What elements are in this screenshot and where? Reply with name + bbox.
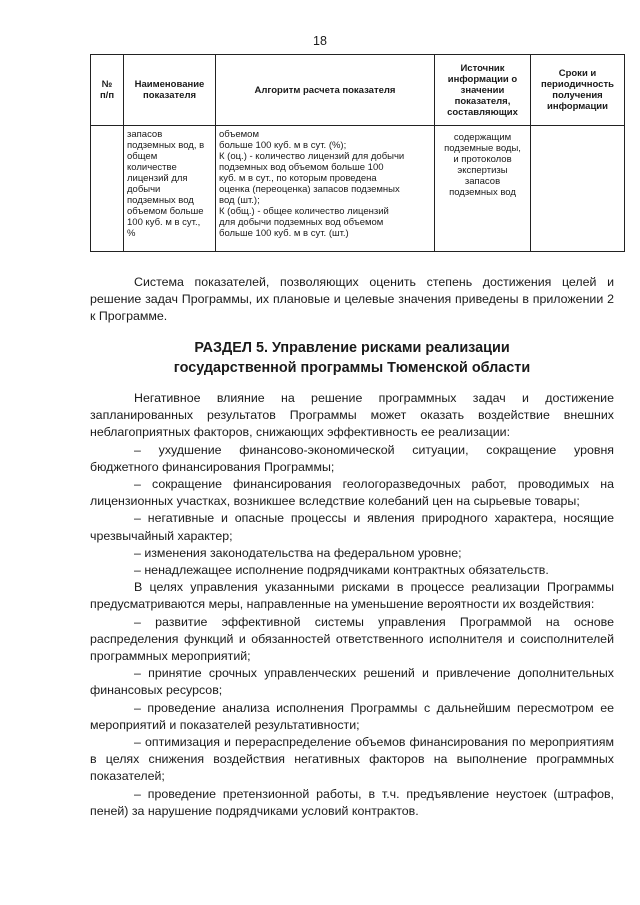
measure-item: – развитие эффективной системы управления Программой на основе распределения функций и обязанностей ответственного исполнителя и соисполнителей программных мероприятий; xyxy=(90,614,614,664)
risk-item: – ненадлежащее исполнение подрядчиками контрактных обязательств. xyxy=(134,563,549,578)
cell-num xyxy=(91,126,124,252)
risk-intro-paragraph: Негативное влияние на решение программных задач и достижение запланированных результатов Программы может оказать воздействие внешних неблагоприятных факторов, снижающих эффективность ее реализации: xyxy=(90,391,614,440)
header-name: Наименование показателя xyxy=(124,55,216,126)
cell-timing xyxy=(531,126,625,252)
cell-indicator-name: запасов подземных вод, в общем количестве лицензий для добычи подземных вод объемом больше 100 куб. м в сут., % xyxy=(124,126,216,252)
intro-block xyxy=(90,274,614,326)
section-title xyxy=(90,338,614,378)
table-row xyxy=(91,126,625,252)
risk-item: – ухудшение финансово-экономической ситуации, сокращение уровня бюджетного финансирования Программы; xyxy=(90,442,614,474)
section-body xyxy=(90,390,614,820)
header-algorithm: Алгоритм расчета показателя xyxy=(216,55,435,126)
measure-item: – оптимизация и перераспределение объемов финансирования по мероприятиям в целях снижения воздействия негативных факторов на выполнение программных показателей; xyxy=(90,735,614,784)
cell-source: содержащим подземные воды, и протоколов экспертизы запасов подземных вод xyxy=(435,126,531,252)
measure-item: – принятие срочных управленческих решений и привлечение дополнительных финансовых ресурсов; xyxy=(90,666,614,698)
risk-item: – негативные и опасные процессы и явления природного характера, носящие чрезвычайный характер; xyxy=(90,511,614,543)
header-timing: Сроки и периодичность получения информации xyxy=(531,55,625,126)
section-title-line-2: государственной программы Тюменской области xyxy=(173,360,531,376)
header-num: № п/п xyxy=(91,55,124,126)
measure-item: – проведение анализа исполнения Программы с дальнейшим пересмотром ее мероприятий и показателей результативности; xyxy=(90,700,614,732)
cell-algorithm: объемом больше 100 куб. м в сут. (%); К (оц.) - количество лицензий для добычи подземных вод объемом больше 100 куб. м в сут., по которым проведена оценка (переоценка) запасов подземных вод (шт.); К (общ.) - общее количество лицензий для добычи подземных вод объемом больше 100 куб. м в сут. (шт.) xyxy=(216,126,435,252)
indicators-table xyxy=(90,54,625,252)
risk-item: – изменения законодательства на федеральном уровне; xyxy=(134,545,462,560)
section-title-line-1: РАЗДЕЛ 5. Управление рисками реализации xyxy=(194,340,510,356)
measures-intro-paragraph: В целях управления указанными рисками в процессе реализации Программы предусматриваются меры, направленные на уменьшение вероятности их воздействия: xyxy=(90,580,614,612)
measure-item: – проведение претензионной работы, в т.ч. предъявление неустоек (штрафов, пеней) за нарушение подрядчиками условий контрактов. xyxy=(90,786,614,818)
header-source: Источник информации о значении показателя, составляющих xyxy=(435,55,531,126)
table-header-row xyxy=(91,55,625,126)
page-number: 18 xyxy=(313,34,327,48)
intro-paragraph: Система показателей, позволяющих оценить степень достижения целей и решение задач Программы, их плановые и целевые значения приведены в приложении 2 к Программе. xyxy=(90,275,614,324)
risk-item: – сокращение финансирования геологоразведочных работ, проводимых на лицензионных участках, возникшее вследствие колебаний цен на сырьевые товары; xyxy=(90,477,614,509)
